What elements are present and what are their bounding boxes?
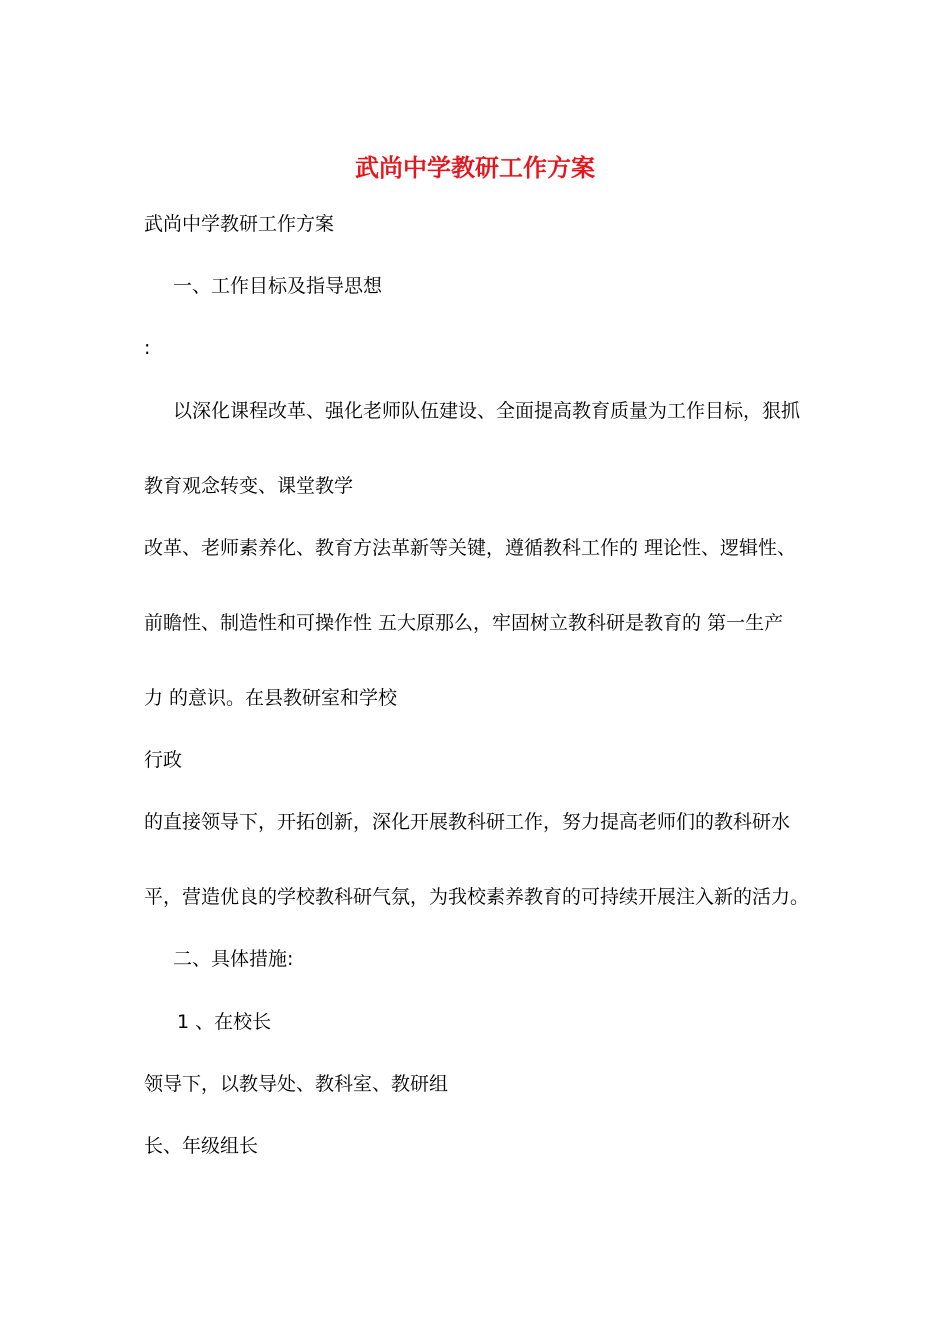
paragraph-line: 长、年级组长	[144, 1135, 259, 1157]
paragraph-line: 力 的意识。在县教研室和学校	[144, 687, 398, 709]
paragraph-line: 改革、老师素养化、教育方法革新等关键，遵循教科工作的 理论性、逻辑性、	[144, 537, 797, 559]
paragraph-line: 的直接领导下，开拓创新，深化开展教科研工作，努力提高老师们的教科研水	[144, 811, 791, 833]
section-heading-1: 一、工作目标及指导思想	[173, 275, 383, 297]
paragraph-line: 平，营造优良的学校教科研气氛，为我校素养教育的可持续开展注入新的活力。	[144, 886, 810, 908]
paragraph-line: 前瞻性、制造性和可操作性 五大原那么，牢固树立教科研是教育的 第一生产	[144, 612, 784, 634]
paragraph-line: 行政	[144, 749, 183, 771]
paragraph-line: 以深化课程改革、强化老师队伍建设、全面提高教育质量为工作目标，狠抓	[173, 400, 801, 422]
paragraph-line: 教育观念转变、课堂教学	[144, 475, 354, 497]
document-title: 武尚中学教研工作方案	[355, 153, 595, 182]
section-heading-2: 二、具体措施:	[173, 948, 294, 970]
subtitle-line: 武尚中学教研工作方案	[144, 213, 335, 235]
paragraph-line: :	[144, 337, 151, 359]
paragraph-line: 领导下，以教导处、教科室、教研组	[144, 1073, 449, 1095]
list-item-1: 1 、在校长	[177, 1011, 272, 1033]
